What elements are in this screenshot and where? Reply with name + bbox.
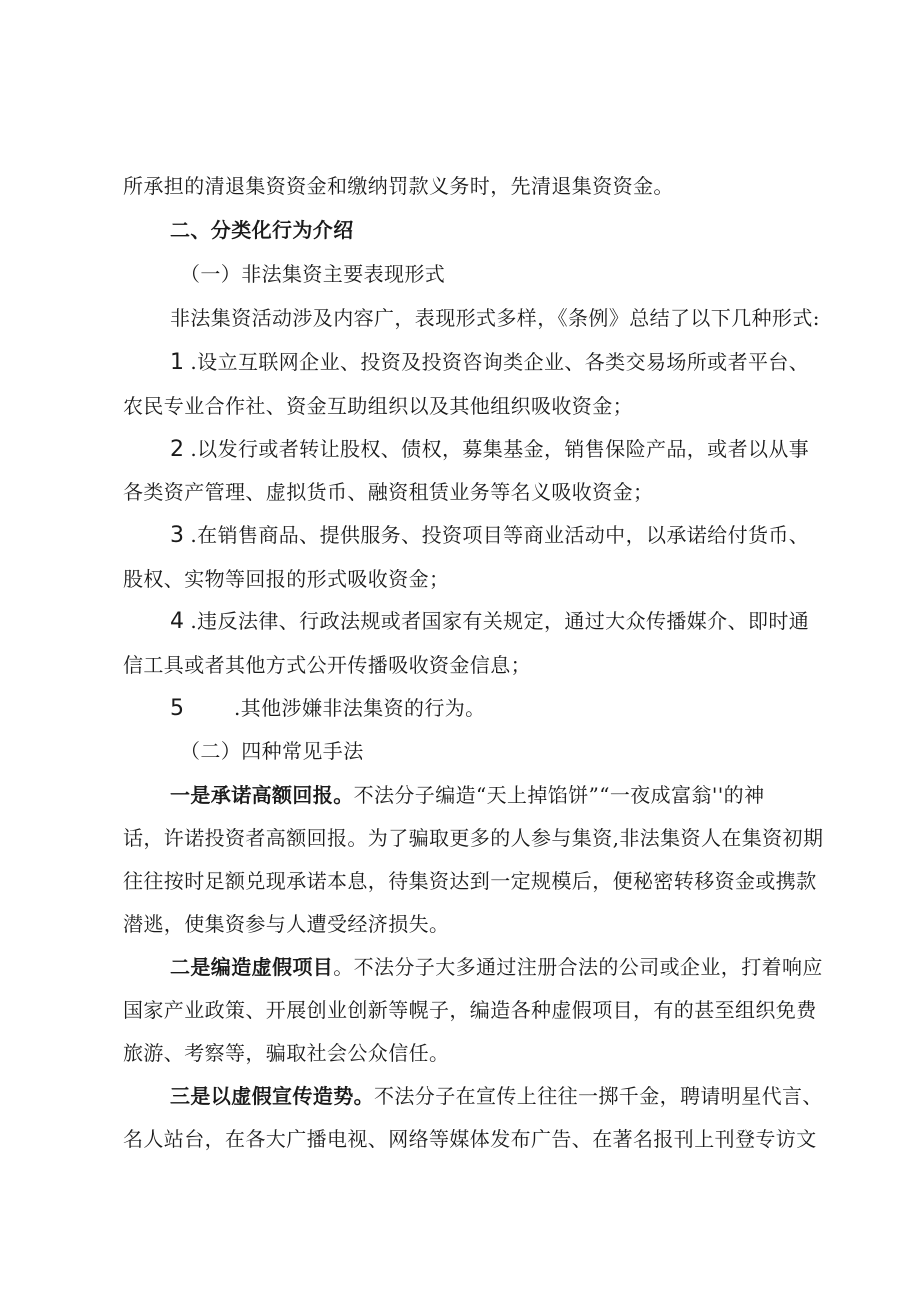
list-number: 4: [170, 609, 185, 634]
line-text: 话，许诺投资者高额回报。为了骗取更多的人参与集资,非法集资人在集资初期: [123, 826, 824, 850]
paragraph-3-line: [170, 1082, 823, 1110]
text-line: [123, 1039, 823, 1067]
list-item-3: [170, 521, 820, 550]
line-text: 所承担的清退集资资金和缴纳罚款义务时，先清退集资资金。: [123, 174, 674, 198]
text-line: [123, 392, 823, 420]
list-item-4: [170, 607, 820, 636]
line-text: 往往按时足额兑现承诺本息，待集资达到一定规模后，便秘密转移资金或携款: [123, 869, 817, 893]
text-line: [123, 651, 823, 679]
text-line: [123, 172, 823, 200]
subsection-heading: [180, 737, 820, 765]
bold-lead: 二是编造虚假项目: [170, 955, 334, 979]
line-text: 国家产业政策、开展创业创新等幌子，编造各种虚假项目，有的甚至组织免费: [123, 998, 817, 1022]
text-line: [123, 910, 823, 938]
text-line: [123, 824, 823, 852]
line-text: 旅游、考察等，骗取社会公众信任。: [123, 1041, 450, 1065]
line-text: .以发行或者转让股权、债权，募集基金，销售保险产品，或者以从事: [190, 437, 810, 461]
line-text: 非法集资活动涉及内容广，表现形式多样，《条例》总结了以下几种形式:: [170, 306, 820, 330]
line-text: 名人站台，在各大广播电视、网络等媒体发布广告、在著名报刊上刊登专访文: [123, 1127, 817, 1151]
subheading-text: （二）四种常见手法: [180, 739, 364, 763]
bold-lead: 三是以虚假宣传造势。: [170, 1084, 374, 1108]
line-text: 。不法分子大多通过注册合法的公司或企业，打着响应: [333, 955, 823, 979]
list-number: 3: [170, 523, 185, 548]
list-item-5: [170, 694, 820, 723]
list-item-2: [170, 435, 820, 464]
line-text: 农民专业合作社、资金互助组织以及其他组织吸收资金；: [123, 394, 633, 418]
text-line: [123, 1125, 823, 1153]
list-number: 2: [170, 437, 185, 462]
subsection-heading: [180, 260, 820, 288]
text-line: [123, 996, 823, 1024]
line-text: 信工具或者其他方式公开传播吸收资金信息；: [123, 653, 531, 677]
subheading-text: （一）非法集资主要表现形式: [180, 262, 446, 286]
line-text: 潜逃，使集资参与人遭受经济损失。: [123, 912, 450, 936]
line-text: .违反法律、行政法规或者国家有关规定，通过大众传播媒介、即时通: [190, 609, 810, 633]
list-number: 5: [170, 696, 185, 721]
line-text: 不法分子在宣传上往往一掷千金，聘请明星代言、: [374, 1084, 823, 1108]
heading-text: 二、分类化行为介绍: [170, 218, 354, 242]
paragraph-2-line: [170, 953, 823, 981]
line-text: .设立互联网企业、投资及投资咨询类企业、各类交易场所或者平台、: [190, 350, 810, 374]
line-text: .在销售商品、提供服务、投资项目等商业活动中，以承诺给付货币、: [190, 523, 810, 547]
bold-lead: 一是承诺高额回报。: [170, 783, 354, 807]
line-text: 各类资产管理、虚拟货币、融资租赁业务等名义吸收资金；: [123, 480, 654, 504]
text-line: [123, 867, 823, 895]
list-number: 1: [170, 350, 185, 375]
line-text: 股权、实物等回报的形式吸收资金；: [123, 567, 450, 591]
paragraph-1-line: [170, 781, 820, 809]
line-text: 不法分子编造“天上掉馅饼”“一夜成富翁''的神: [353, 783, 765, 807]
list-item-1: [170, 348, 820, 377]
text-line: [123, 478, 823, 506]
text-line: [170, 304, 820, 332]
line-text: .其他涉嫌非法集资的行为。: [234, 696, 486, 720]
text-line: [123, 565, 823, 593]
section-heading: [170, 216, 820, 244]
